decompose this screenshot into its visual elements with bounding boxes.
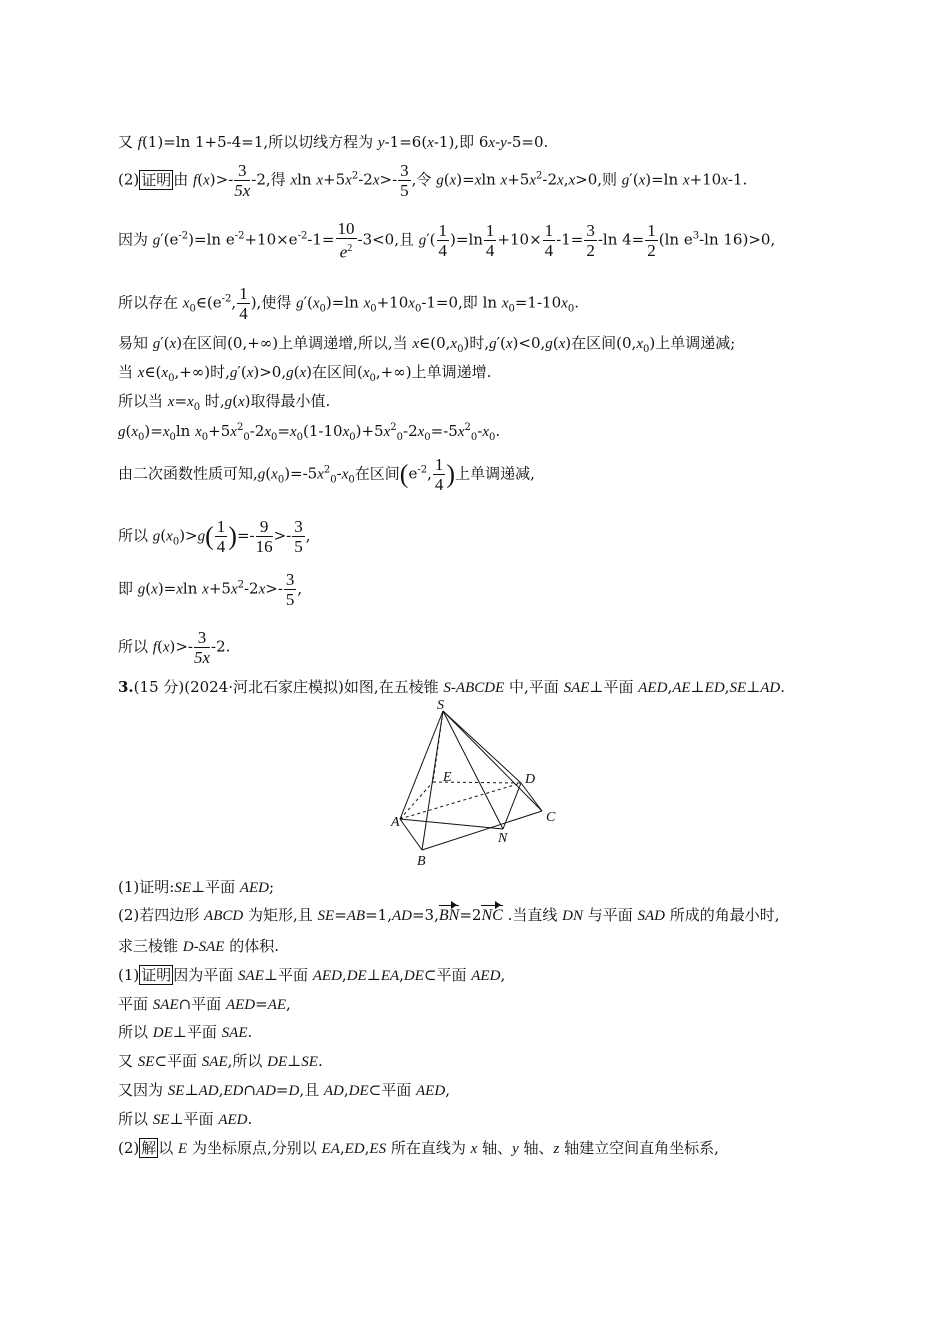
solution-line: 平面 SAE∩平面 AED=AE,: [118, 995, 291, 1013]
vertex-label-c: C: [546, 810, 556, 825]
fraction: $\frac{3}{5x}$: [234, 161, 251, 200]
solution-line: 当 $x\in(x_0,+\infty)$时,g′(x)>0,g(x)在区间$(x_0,+\infty)$上单调递增.: [118, 363, 492, 384]
fraction: $\frac{3}{5}$: [400, 161, 409, 200]
vertex-label-b: B: [417, 854, 426, 869]
fraction: $\frac{1}{4}$: [434, 455, 444, 494]
solution-line: 所以当 $x=x_0$ 时,g(x)取得最小值.: [118, 392, 331, 413]
solution-line: 又因为 SE⊥AD,ED∩AD=D,且 AD,DE⊂平面 AED,: [118, 1081, 450, 1099]
solution-line: 所以 SE⊥平面 AED.: [118, 1110, 253, 1128]
vertex-label-e: E: [443, 770, 452, 785]
question-part: 求三棱锥 D-SAE 的体积.: [118, 937, 279, 955]
fraction: $\frac{3}{5}$: [294, 517, 303, 556]
vector-bn: BN: [438, 907, 460, 924]
solution-line: (2) 证明 由 f(x)>- $\frac{3}{5x}$ -2,得 xln $x+5x^2-2x>-$ $\frac{3}{5}$ ,令 g(x)=xln $x+5x^2-2x,x>0$,则 g′(x)=ln x+10x-1.: [118, 161, 748, 200]
pyramid-figure: [388, 697, 563, 869]
vertex-label-a: A: [391, 815, 400, 830]
solution-label: 解: [141, 1139, 157, 1157]
vertex-label-s: S: [437, 698, 444, 713]
fraction: $\frac{3}{2}$: [586, 220, 595, 260]
question-part: (2)若四边形 ABCD 为矩形,且 SE=AB=1,AD=3,BN=2NC .当直线 DN 与平面 SAD 所成的角最小时,: [118, 906, 780, 924]
proof-label: 证明: [141, 170, 172, 189]
solution-line: 即 g(x)=xln $x+5x^2-2x>-$ $\frac{3}{5}$ ,: [118, 570, 303, 609]
proof-label: 证明: [141, 966, 172, 984]
solution-line: 易知 g′(x)在区间(0,+∞)上单调递增,所以,当 $x\in(0,x_0)$时,g′(x)<0,g(x)在区间$(0,x_0)$上单调递减;: [118, 334, 736, 355]
fraction: $\frac{1}{4}$: [216, 517, 226, 556]
fraction: $\frac{10}{e^2}$: [337, 219, 355, 262]
solution-line: 所以 f(x)>- $\frac{3}{5x}$ -2.: [118, 628, 231, 667]
fraction: $\frac{1}{4}$: [239, 284, 248, 323]
solution-line: (2) 解 以 E 为坐标原点,分别以 EA,ED,ES 所在直线为 x 轴、y 轴、z 轴建立空间直角坐标系,: [118, 1139, 719, 1157]
fraction: $\frac{1}{4}$: [544, 220, 554, 260]
solution-line: 由二次函数性质可知$,g(x_0)=-5x^2_0-x_0$在区间($e^{-2}$, $\frac{1}{4}$ )上单调递减,: [118, 455, 535, 494]
fraction: $\frac{3}{5x}$: [193, 628, 211, 667]
question-part: (1)证明:SE⊥平面 AED;: [118, 878, 275, 896]
vector-nc: NC: [481, 907, 503, 924]
solution-line: 所以 $g(x_0)>g$( $\frac{1}{4}$ )=- $\frac{9}{16}$ >- $\frac{3}{5}$ ,: [118, 517, 311, 556]
vertex-label-d: D: [525, 772, 536, 787]
solution-line: 所以存在 $x_0\in(e^{-2}$, $\frac{1}{4}$ ),使得 $g'(x_0)=\ln$ $x_0+10x_0-1=0$,即 $\ln x_0=1-10x_0$.: [118, 284, 579, 323]
solution-line: 又 f(1)=ln 1+5-4=1,所以切线方程为 y-1=6(x-1),即 6x-y-5=0.: [118, 133, 549, 151]
fraction: $\frac{1}{4}$: [438, 220, 448, 260]
solution-line: (1) 证明 因为平面 SAE⊥平面 AED,DE⊥EA,DE⊂平面 AED,: [118, 966, 506, 984]
solution-line: 又 SE⊂平面 SAE,所以 DE⊥SE.: [118, 1052, 323, 1070]
solution-line: $g(x_0)=x_0\ln$ $x_0+5x^2_0-2x_0=x_0(1-10x_0)+5x^2_0-2x_0=-5x^2_0-x_0$.: [118, 422, 501, 443]
fraction: $\frac{3}{5}$: [285, 570, 295, 609]
solution-line: 因为 $g'(e^{-2})=\ln$ $e^{-2}+10\times e^{-2}-1=$ $\frac{10}{e^2}$ -3<0,且 g′( $\frac{1}{4}$ )=ln $\frac{1}{4}$ +10× $\frac{1}{4}$ -1= $\frac{3}{2}$ -ln 4= $\frac{1}{2}$ (ln $e^3-\ln$ 16)>0,: [118, 219, 776, 262]
fraction: $\frac{9}{16}$: [255, 517, 273, 556]
problem-statement: 3.(15 分)(2024·河北石家庄模拟)如图,在五棱锥 S-ABCDE 中,平面 SAE⊥平面 AED,AE⊥ED,SE⊥AD.: [118, 678, 785, 696]
vertex-label-n: N: [498, 831, 508, 846]
fraction: $\frac{1}{2}$: [647, 220, 656, 260]
solution-line: 所以 DE⊥平面 SAE.: [118, 1023, 253, 1041]
fraction: $\frac{1}{4}$: [485, 220, 495, 260]
